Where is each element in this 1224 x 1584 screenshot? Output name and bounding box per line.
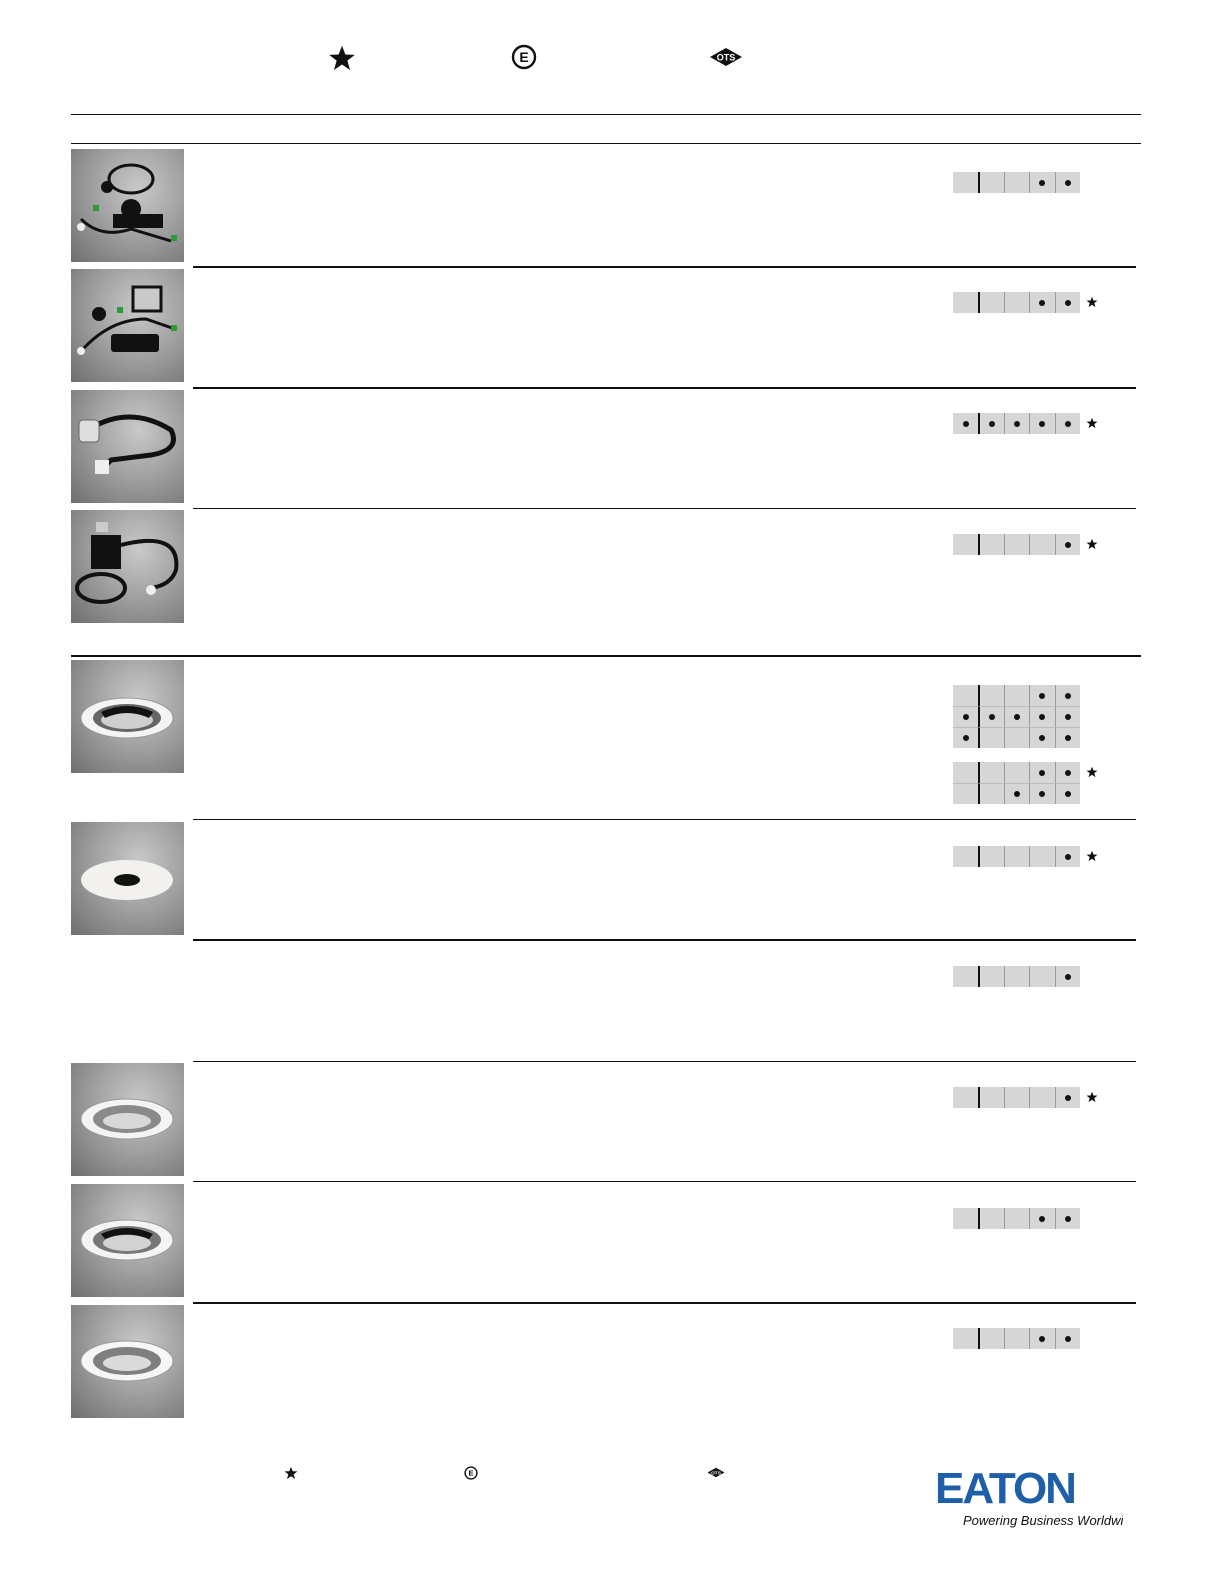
- compat-cell: [1029, 706, 1054, 727]
- compat-cell: [1004, 966, 1029, 987]
- compat-dot: [1039, 693, 1045, 699]
- compat-cell: [1055, 172, 1080, 193]
- housing-kit-bracket-photo: [71, 269, 184, 382]
- compat-cell: [953, 783, 978, 804]
- compat-cell: [1029, 685, 1054, 706]
- compat-dot: [1039, 735, 1045, 741]
- svg-text:OTS: OTS: [711, 1471, 721, 1477]
- compat-dot: [1014, 791, 1020, 797]
- star-icon: [1086, 766, 1098, 778]
- compat-cell: [953, 1328, 978, 1349]
- svg-text:Powering Business Worldwide: Powering Business Worldwide: [963, 1513, 1123, 1528]
- compat-dot: [1065, 421, 1071, 427]
- svg-text:EATON: EATON: [935, 1465, 1075, 1513]
- compat-cell: [1004, 783, 1029, 804]
- compat-cell: [1004, 685, 1029, 706]
- compat-cell: [1004, 762, 1029, 783]
- compat-cell: [1055, 966, 1080, 987]
- star-icon: [284, 1466, 298, 1480]
- compat-cell: [978, 1087, 1003, 1108]
- compat-grid: [953, 1328, 1080, 1349]
- e-badge-icon: [464, 1466, 478, 1480]
- compat-dot: [1039, 300, 1045, 306]
- compat-cell: [1029, 534, 1054, 555]
- star-icon: [1086, 296, 1098, 308]
- compat-cell: [1029, 846, 1054, 867]
- compat-cell: [978, 966, 1003, 987]
- compat-dot: [1039, 791, 1045, 797]
- compat-dot: [963, 714, 969, 720]
- row-divider: [193, 939, 1136, 941]
- compat-grid: [953, 685, 1080, 748]
- row-divider: [193, 387, 1136, 389]
- e-badge-icon: [511, 44, 537, 70]
- compat-dot: [989, 421, 995, 427]
- compat-cell: [1004, 1328, 1029, 1349]
- compat-cell: [953, 534, 978, 555]
- row-divider: [193, 508, 1136, 509]
- compat-cell: [953, 966, 978, 987]
- compat-cell: [978, 762, 1003, 783]
- compat-dot: [989, 714, 995, 720]
- compat-cell: [1029, 727, 1054, 748]
- housing-kit-photo: [71, 149, 184, 262]
- compat-cell: [1004, 706, 1029, 727]
- compat-cell: [1055, 685, 1080, 706]
- compat-cell: [953, 1087, 978, 1108]
- compat-cell: [1029, 1328, 1054, 1349]
- star-icon: [1086, 1091, 1098, 1103]
- row-divider: [193, 819, 1136, 820]
- compat-dot: [963, 735, 969, 741]
- compat-cell: [953, 727, 978, 748]
- pinhole-trim-photo: [71, 822, 184, 935]
- row-divider: [193, 1061, 1136, 1062]
- compat-cell: [1004, 413, 1029, 434]
- wallwash-trim-photo: [71, 1184, 184, 1297]
- compat-cell: [978, 1208, 1003, 1229]
- svg-text:OTS: OTS: [716, 52, 736, 63]
- compat-dot: [1065, 300, 1071, 306]
- star-icon: [1086, 850, 1098, 862]
- compat-cell: [1055, 846, 1080, 867]
- specular-trim-photo: [71, 1305, 184, 1418]
- compat-cell: [978, 727, 1003, 748]
- compat-dot: [1065, 770, 1071, 776]
- reflector-trim-photo: [71, 660, 184, 773]
- compat-cell: [953, 172, 978, 193]
- compat-cell: [953, 413, 978, 434]
- compat-grid: [953, 413, 1080, 434]
- compat-cell: [1055, 1087, 1080, 1108]
- compat-dot: [1065, 854, 1071, 860]
- compat-cell: [978, 534, 1003, 555]
- compat-cell: [1004, 292, 1029, 313]
- compat-cell: [1055, 706, 1080, 727]
- svg-text:E: E: [468, 1468, 474, 1478]
- compat-dot: [1014, 421, 1020, 427]
- compat-grid: [953, 846, 1080, 867]
- compat-grid: [953, 292, 1080, 313]
- compat-cell: [1055, 783, 1080, 804]
- compat-grid: [953, 172, 1080, 193]
- compat-cell: [1055, 762, 1080, 783]
- compat-cell: [978, 685, 1003, 706]
- compat-cell: [953, 685, 978, 706]
- compat-dot: [1039, 421, 1045, 427]
- eaton-logo: [933, 1465, 1123, 1535]
- compat-cell: [1004, 1208, 1029, 1229]
- compat-dot: [1039, 714, 1045, 720]
- compat-cell: [1029, 966, 1054, 987]
- lamp-holder-cable-photo: [71, 510, 184, 623]
- compat-dot: [1065, 974, 1071, 980]
- compat-cell: [1055, 292, 1080, 313]
- ots-diamond-icon: [707, 1467, 725, 1478]
- row-divider: [193, 1302, 1136, 1304]
- header-rule-top: [71, 114, 1141, 115]
- compat-cell: [1055, 413, 1080, 434]
- compat-cell: [1004, 727, 1029, 748]
- compat-cell: [1004, 172, 1029, 193]
- compat-dot: [1014, 714, 1020, 720]
- compat-cell: [1029, 413, 1054, 434]
- compat-cell: [1004, 1087, 1029, 1108]
- compat-dot: [1039, 1336, 1045, 1342]
- compat-cell: [978, 706, 1003, 727]
- section-divider: [71, 655, 1141, 657]
- compat-cell: [1055, 1208, 1080, 1229]
- row-divider: [193, 266, 1136, 268]
- compat-cell: [978, 292, 1003, 313]
- socket-cable-photo: [71, 390, 184, 503]
- compat-cell: [1029, 762, 1054, 783]
- compat-cell: [1004, 534, 1029, 555]
- compat-grid: [953, 534, 1080, 555]
- compat-dot: [1065, 693, 1071, 699]
- compat-grid: [953, 1208, 1080, 1229]
- compat-cell: [978, 1328, 1003, 1349]
- compat-dot: [1039, 770, 1045, 776]
- compat-dot: [1039, 180, 1045, 186]
- compat-cell: [978, 413, 1003, 434]
- compat-dot: [1065, 735, 1071, 741]
- compat-cell: [953, 762, 978, 783]
- compat-cell: [978, 783, 1003, 804]
- compat-dot: [1065, 180, 1071, 186]
- row-divider: [193, 1181, 1136, 1182]
- header-rule-bottom: [71, 143, 1141, 144]
- compat-dot: [1065, 1336, 1071, 1342]
- compat-dot: [1065, 542, 1071, 548]
- compat-grid: [953, 762, 1080, 804]
- star-icon: [1086, 538, 1098, 550]
- open-reflector-trim-photo: [71, 1063, 184, 1176]
- compat-cell: [1004, 846, 1029, 867]
- compat-cell: [1055, 727, 1080, 748]
- compat-dot: [1039, 1216, 1045, 1222]
- compat-dot: [1065, 1216, 1071, 1222]
- svg-text:E: E: [519, 49, 529, 65]
- compat-grid: [953, 966, 1080, 987]
- compat-cell: [1055, 1328, 1080, 1349]
- star-icon: [1086, 417, 1098, 429]
- compat-cell: [1029, 292, 1054, 313]
- compat-dot: [1065, 791, 1071, 797]
- compat-cell: [1029, 1087, 1054, 1108]
- compat-cell: [1029, 172, 1054, 193]
- compat-dot: [1065, 1095, 1071, 1101]
- compat-dot: [1065, 714, 1071, 720]
- compat-cell: [953, 1208, 978, 1229]
- compat-cell: [953, 292, 978, 313]
- compat-cell: [953, 846, 978, 867]
- compat-cell: [1029, 1208, 1054, 1229]
- compat-dot: [963, 421, 969, 427]
- star-icon: [328, 44, 356, 72]
- compat-cell: [953, 706, 978, 727]
- compat-grid: [953, 1087, 1080, 1108]
- compat-cell: [978, 846, 1003, 867]
- compat-cell: [1029, 783, 1054, 804]
- compat-cell: [1055, 534, 1080, 555]
- ots-diamond-icon: [709, 47, 743, 67]
- compat-cell: [978, 172, 1003, 193]
